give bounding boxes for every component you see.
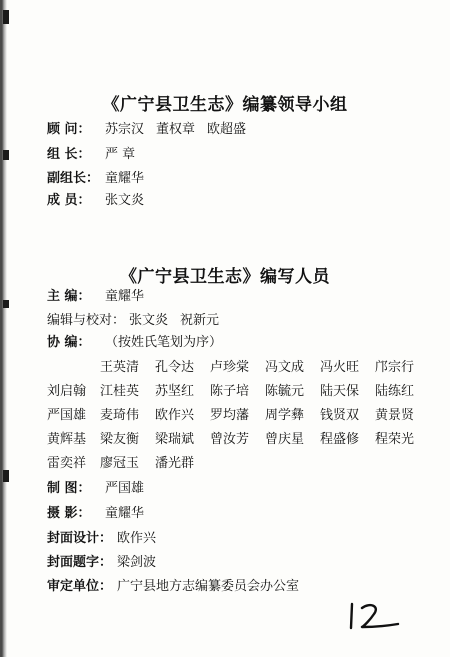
review-unit-label: 审定单位： [47,579,113,594]
scan-mark [3,470,9,482]
associate-name: 冯文成 [265,360,305,375]
editor-name: 张文炎 [129,313,169,328]
associate-editors-row [47,334,222,352]
cover-design-name: 欧作兴 [117,531,157,546]
associate-name: 曾汝芳 [210,432,250,447]
cover-design-label: 封面设计： [47,531,113,546]
writers-title: 《广宁县卫生志》编写人员 [120,267,330,287]
cover-design-row [47,530,156,548]
associate-name: 苏坚红 [155,384,195,399]
associate-name: 钱贤双 [320,408,360,423]
associate-name: 梁瑞斌 [155,432,195,447]
cover-title-name: 梁剑波 [117,555,157,570]
associate-name: 黄景贤 [375,408,415,423]
leaders-row-advisors [47,121,258,139]
associate-name: 潘光群 [155,456,195,471]
associate-name: 陈子培 [210,384,250,399]
associate-name: 陆练红 [375,384,415,399]
leaders-title: 《广宁县卫生志》编纂领导小组 [102,95,348,115]
advisor-name: 欧超盛 [207,122,247,137]
associate-name: 刘启翰 [47,384,87,399]
associate-name: 卢珍棠 [210,360,250,375]
associate-name: 廖冠玉 [100,456,140,471]
associate-name: 孔令达 [155,360,195,375]
advisor-name: 董权章 [156,122,196,137]
associate-name: 麦琦伟 [100,408,140,423]
scan-mark [3,10,9,24]
associate-name: 梁友衡 [100,432,140,447]
review-unit-row [47,578,299,596]
associate-name: 黄辉基 [47,432,87,447]
handwritten-page-number [346,600,402,632]
chief-editor-label: 主 编： [47,289,91,304]
members-label: 成 员： [47,193,91,208]
associate-name: 周学彝 [265,408,305,423]
drawing-name: 严国雄 [105,481,145,496]
associate-name: 邝宗行 [375,360,415,375]
associate-name: 欧作兴 [155,408,195,423]
scan-mark [3,300,9,308]
associate-name: 严国雄 [47,408,87,423]
editor-name: 祝新元 [180,313,220,328]
photography-label: 摄 影： [47,506,91,521]
associate-name: 陈毓元 [265,384,305,399]
editor-proofreader-row [47,312,231,330]
leader-label: 组 长： [47,147,91,162]
scan-mark [3,150,9,160]
editor-proofreader-label: 编辑与校对： [47,313,126,328]
associate-name: 程盛修 [320,432,360,447]
leaders-row-members [47,192,144,210]
leaders-row-deputy [47,170,144,188]
advisor-name: 苏宗汉 [105,122,145,137]
photography-row [47,505,144,523]
cover-title-row [47,554,156,572]
associate-editors-note: （按姓氏笔划为序） [105,335,223,350]
cover-title-label: 封面题字： [47,555,113,570]
associate-name: 陆天保 [320,384,360,399]
drawing-row [47,480,144,498]
leader-name: 严 章 [105,147,136,162]
deputy-label: 副组长： [47,171,100,186]
advisors-label: 顾 问： [47,122,91,137]
drawing-label: 制 图： [47,481,91,496]
associate-name: 雷奕祥 [47,456,87,471]
associate-name: 冯火旺 [320,360,360,375]
associate-name: 罗均藩 [210,408,250,423]
associate-editors-label: 协 编： [47,335,91,350]
advisors-names [105,121,258,139]
associate-name: 王英清 [100,360,140,375]
associate-name: 江桂英 [100,384,140,399]
member-name: 张文炎 [105,193,145,208]
chief-editor-name: 童耀华 [105,289,145,304]
editor-proofreader-names [129,312,231,330]
associate-name: 程荣光 [375,432,415,447]
leaders-row-leader [47,146,135,164]
chief-editor-row [47,288,144,306]
deputy-name: 童耀华 [105,171,145,186]
associate-name: 曾庆星 [265,432,305,447]
review-unit-name: 广宁县地方志编纂委员会办公室 [117,579,300,594]
photography-name: 童耀华 [105,506,145,521]
